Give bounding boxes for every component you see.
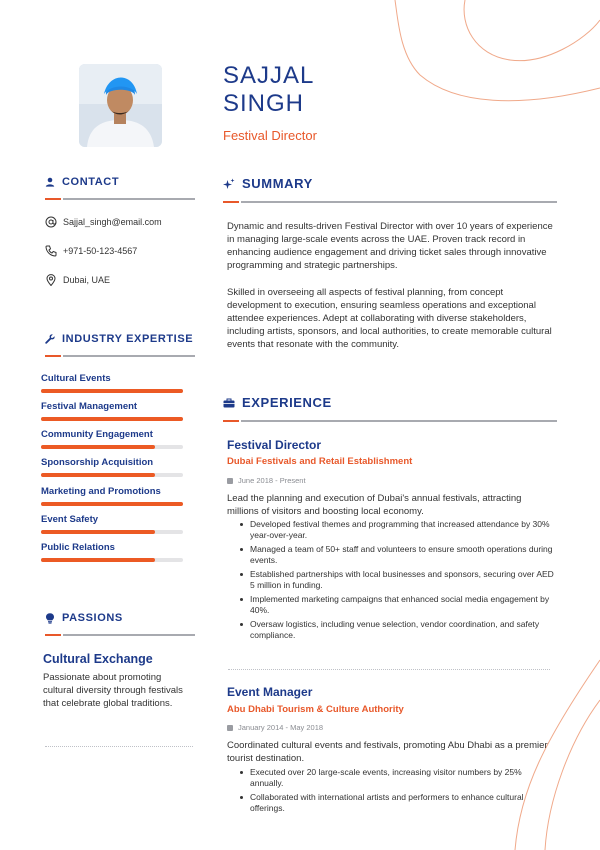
job-date [227,723,323,732]
skill-bar-fill [41,530,155,534]
location-pin-icon [45,274,57,286]
skill-label: Festival Management [41,401,138,412]
job-summary: Lead the planning and execution of Dubai's annual festivals, attracting millions of visitors and boosting local economy. [227,493,522,517]
skill-bar [41,417,183,421]
job-date-text: June 2018 - Present [238,476,306,485]
skill-bar [41,502,183,506]
job-role: Festival Director [223,128,317,143]
summary-rule [223,201,557,203]
contact-heading-label: CONTACT [62,176,120,188]
name-line-last: SINGH [223,90,305,117]
skill-label: Cultural Events [41,373,111,384]
skill-item [41,401,183,421]
summary-heading-label: SUMMARY [242,176,313,191]
job-bullets [238,767,556,817]
location-text: Dubai, UAE [63,275,111,285]
job-company: Dubai Festivals and Retail Establishment [227,456,413,467]
skill-label: Community Engagement [41,429,153,440]
contact-email[interactable] [45,216,162,228]
skill-item [41,373,183,393]
summary-paragraph-2: Skilled in overseeing all aspects of festival planning, from concept development to execution, ensuring seamless operations and exceptional attendee experiences. Adept at collaborating with diverse stakeholders, including artists, sponsors, and local authorities, to create memorable cultural events that resonate with the community. [227,287,552,350]
skill-bar [41,389,183,393]
skill-bar-fill [41,502,183,506]
phone-text: +971-50-123-4567 [63,246,138,256]
skill-label: Public Relations [41,542,115,553]
skill-bar [41,473,183,477]
job-date [227,476,306,485]
skill-bar-fill [41,417,183,421]
job-bullets [238,519,556,644]
skill-bar-fill [41,473,155,477]
passion-title: Cultural Exchange [43,652,153,666]
job-summary: Coordinated cultural events and festivals, promoting Abu Dhabi as a premier tourist destination. [227,740,548,764]
skill-item [41,429,183,449]
passions-divider [45,746,193,747]
list-item: Developed festival themes and programming that increased attendance by 30% year-over-year. [238,519,556,540]
expertise-rule [45,355,195,357]
sparkle-icon [223,178,235,190]
skill-bar [41,558,183,562]
passions-rule [45,634,195,636]
contact-rule [45,198,195,200]
skill-item [41,486,183,506]
calendar-icon [227,478,233,484]
expertise-heading-label: INDUSTRY EXPERTISE [62,333,194,345]
user-icon [45,177,55,187]
passion-description: Passionate about promoting cultural diversity through festivals that celebrate global traditions. [43,672,183,709]
summary-paragraph-1: Dynamic and results-driven Festival Director with over 10 years of experience in managing large-scale events across the UAE. Proven track record in enhancing audience engagement and driving ticket sales through innovative programming and strategic partnerships. [227,221,553,271]
contact-phone[interactable] [45,245,137,257]
job-title: Event Manager [227,685,313,699]
summary-heading [223,176,313,191]
list-item: Implemented marketing campaigns that enhanced social media engagement by 40%. [238,594,556,615]
passions-heading [45,612,123,624]
list-item: Managed a team of 50+ staff and volunteers to ensure smooth operations during events. [238,544,556,565]
at-icon [45,216,57,228]
skill-label: Marketing and Promotions [41,486,161,497]
lightbulb-icon [45,613,55,624]
skill-bar [41,445,183,449]
experience-rule [223,420,557,422]
list-item: Oversaw logistics, including venue selection, vendor coordination, and safety compliance. [238,619,556,640]
list-item: Established partnerships with local businesses and sponsors, securing over AED 5 million in funding. [238,569,556,590]
skill-item [41,457,183,477]
calendar-icon [227,725,233,731]
skill-bar-fill [41,558,155,562]
skill-bar-fill [41,445,155,449]
passions-heading-label: PASSIONS [62,612,123,624]
job-title: Festival Director [227,438,322,452]
candidate-name [223,62,314,118]
skill-bar [41,530,183,534]
contact-location [45,274,110,286]
contact-heading [45,176,119,188]
profile-photo [79,64,162,147]
skill-item [41,542,183,562]
expertise-heading [45,333,193,345]
skill-label: Sponsorship Acquisition [41,457,154,468]
briefcase-icon [223,398,235,408]
job-date-text: January 2014 - May 2018 [238,723,324,732]
job-divider [228,669,550,670]
experience-heading-label: EXPERIENCE [242,395,332,410]
list-item: Collaborated with international artists and performers to enhance cultural offerings. [238,792,556,813]
skill-label: Event Safety [41,514,99,525]
phone-icon [45,245,57,257]
experience-heading [223,395,332,410]
name-line-first: SAJJAL [223,62,315,89]
wrench-icon [45,334,55,344]
skill-bar-fill [41,389,183,393]
email-text: Sajjal_singh@email.com [63,217,162,227]
list-item: Executed over 20 large-scale events, increasing visitor numbers by 25% annually. [238,767,556,788]
skill-item [41,514,183,534]
job-company: Abu Dhabi Tourism & Culture Authority [227,704,404,715]
